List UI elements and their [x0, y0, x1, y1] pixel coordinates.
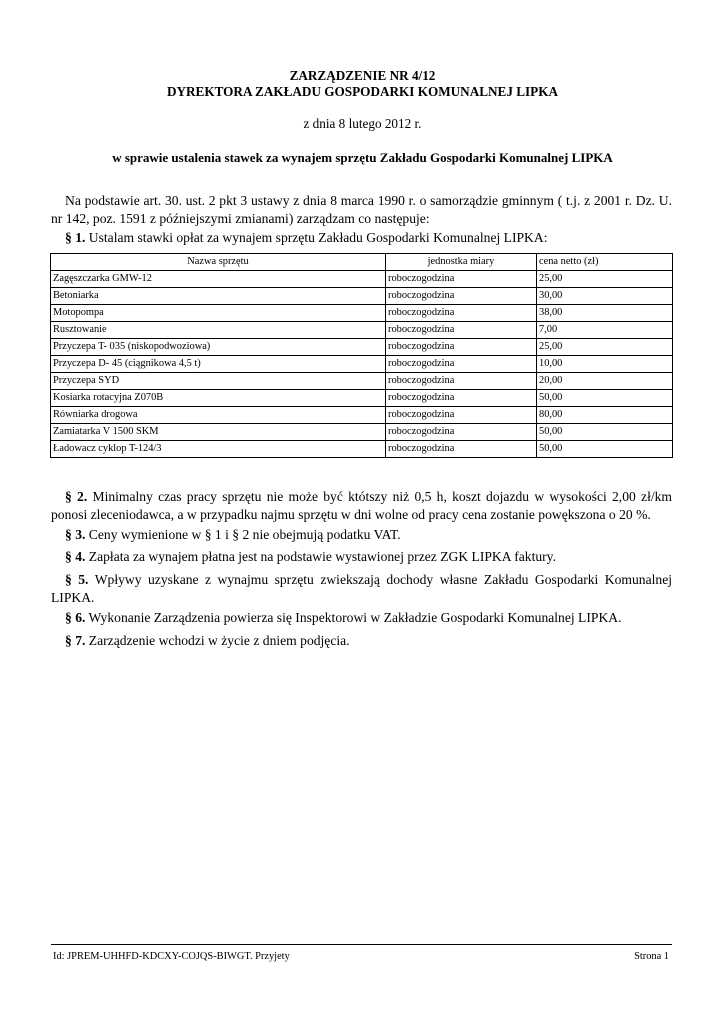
- intro-paragraph: [51, 192, 672, 228]
- net-price: 25,00: [537, 271, 673, 288]
- section-1: [51, 229, 672, 247]
- section-2-text: Minimalny czas pracy sprzętu nie może być któtszy niż 0,5 h, koszt dojazdu w wysokości 2,00 zł/km ponosi zleceniodawca, a w przypadku najmu sprzętu w dni wolne od pracy cena zostanie powększona o 20 %.: [51, 489, 672, 522]
- unit: roboczogodzina: [386, 322, 537, 339]
- table-row: [51, 271, 673, 288]
- net-price: 50,00: [537, 390, 673, 407]
- equipment-name: Przyczepa SYD: [51, 373, 386, 390]
- table-row: [51, 322, 673, 339]
- document-date: z dnia 8 lutego 2012 r.: [303, 116, 422, 131]
- table-row: [51, 407, 673, 424]
- net-price: 50,00: [537, 441, 673, 458]
- table-header-row: [51, 254, 673, 271]
- table-row: [51, 288, 673, 305]
- equipment-name: Przyczepa T- 035 (niskopodwoziowa): [51, 339, 386, 356]
- equipment-name: Równiarka drogowa: [51, 407, 386, 424]
- section-7: [51, 632, 672, 650]
- unit: roboczogodzina: [386, 390, 537, 407]
- section-6-text: Wykonanie Zarządzenia powierza się Inspektorowi w Zakładzie Gospodarki Komunalnej LIPKA.: [88, 610, 622, 625]
- header-equipment-name: Nazwa sprzętu: [51, 254, 386, 271]
- footer-divider: [51, 944, 672, 945]
- document-title-number: ZARZĄDZENIE NR 4/12: [289, 68, 436, 83]
- equipment-name: Betoniarka: [51, 288, 386, 305]
- equipment-name: Zamiatarka V 1500 SKM: [51, 424, 386, 441]
- section-1-text: Ustalam stawki opłat za wynajem sprzętu Zakładu Gospodarki Komunalnej LIPKA:: [88, 230, 548, 245]
- section-6-number: § 6.: [65, 610, 86, 625]
- section-5-number: § 5.: [65, 572, 89, 587]
- unit: roboczogodzina: [386, 356, 537, 373]
- section-7-number: § 7.: [65, 633, 86, 648]
- net-price: 50,00: [537, 424, 673, 441]
- section-6: [51, 609, 672, 627]
- equipment-name: Przyczepa D- 45 (ciągnikowa 4,5 t): [51, 356, 386, 373]
- header-unit: jednostka miary: [386, 254, 537, 271]
- document-title-issuer: DYREKTORA ZAKŁADU GOSPODARKI KOMUNALNEJ LIPKA: [166, 84, 559, 99]
- unit: roboczogodzina: [386, 373, 537, 390]
- document-subject: w sprawie ustalenia stawek za wynajem sprzętu Zakładu Gospodarki Komunalnej LIPKA: [112, 150, 613, 165]
- net-price: 10,00: [537, 356, 673, 373]
- net-price: 30,00: [537, 288, 673, 305]
- net-price: 38,00: [537, 305, 673, 322]
- header-net-price: cena netto (zł): [537, 254, 673, 271]
- section-7-text: Zarządzenie wchodzi w życie z dniem podjęcia.: [88, 633, 350, 648]
- unit: roboczogodzina: [386, 288, 537, 305]
- unit: roboczogodzina: [386, 339, 537, 356]
- footer-document-id: Id: JPREM-UHHFD-KDCXY-COJQS-BIWGT. Przyjety: [53, 951, 290, 962]
- net-price: 7,00: [537, 322, 673, 339]
- net-price: 80,00: [537, 407, 673, 424]
- unit: roboczogodzina: [386, 441, 537, 458]
- equipment-name: Kosiarka rotacyjna Z070B: [51, 390, 386, 407]
- section-3: [51, 526, 672, 544]
- table-row: [51, 373, 673, 390]
- equipment-name: Ładowacz cyklop T-124/3: [51, 441, 386, 458]
- section-5-text: Wpływy uzyskane z wynajmu sprzętu zwiekszają dochody własne Zakładu Gospodarki Komunalnej LIPKA.: [51, 572, 673, 605]
- unit: roboczogodzina: [386, 271, 537, 288]
- section-2: [51, 488, 672, 524]
- footer-page-number: Strona 1: [634, 951, 669, 962]
- section-4-number: § 4.: [65, 549, 86, 564]
- section-3-text: Ceny wymienione w § 1 i § 2 nie obejmują podatku VAT.: [88, 527, 401, 542]
- equipment-rates-table: [50, 253, 673, 458]
- intro-text: Na podstawie art. 30. ust. 2 pkt 3 ustawy z dnia 8 marca 1990 r. o samorządzie gminnym ( t.j. z 2001 r. Dz. U. nr 142, poz. 1591 z późniejszymi zmianami) zarządzam co następuje:: [51, 193, 672, 226]
- table-row: [51, 356, 673, 373]
- table-row: [51, 390, 673, 407]
- section-2-number: § 2.: [65, 489, 88, 504]
- section-4: [51, 548, 672, 566]
- table-row: [51, 305, 673, 322]
- equipment-name: Motopompa: [51, 305, 386, 322]
- table-row: [51, 441, 673, 458]
- table-row: [51, 424, 673, 441]
- section-1-number: § 1.: [65, 230, 86, 245]
- unit: roboczogodzina: [386, 424, 537, 441]
- unit: roboczogodzina: [386, 305, 537, 322]
- equipment-name: Zagęszczarka GMW-12: [51, 271, 386, 288]
- section-4-text: Zapłata za wynajem płatna jest na podstawie wystawionej przez ZGK LIPKA faktury.: [88, 549, 556, 564]
- equipment-name: Rusztowanie: [51, 322, 386, 339]
- section-5: [51, 571, 672, 607]
- section-3-number: § 3.: [65, 527, 86, 542]
- net-price: 20,00: [537, 373, 673, 390]
- table-row: [51, 339, 673, 356]
- unit: roboczogodzina: [386, 407, 537, 424]
- net-price: 25,00: [537, 339, 673, 356]
